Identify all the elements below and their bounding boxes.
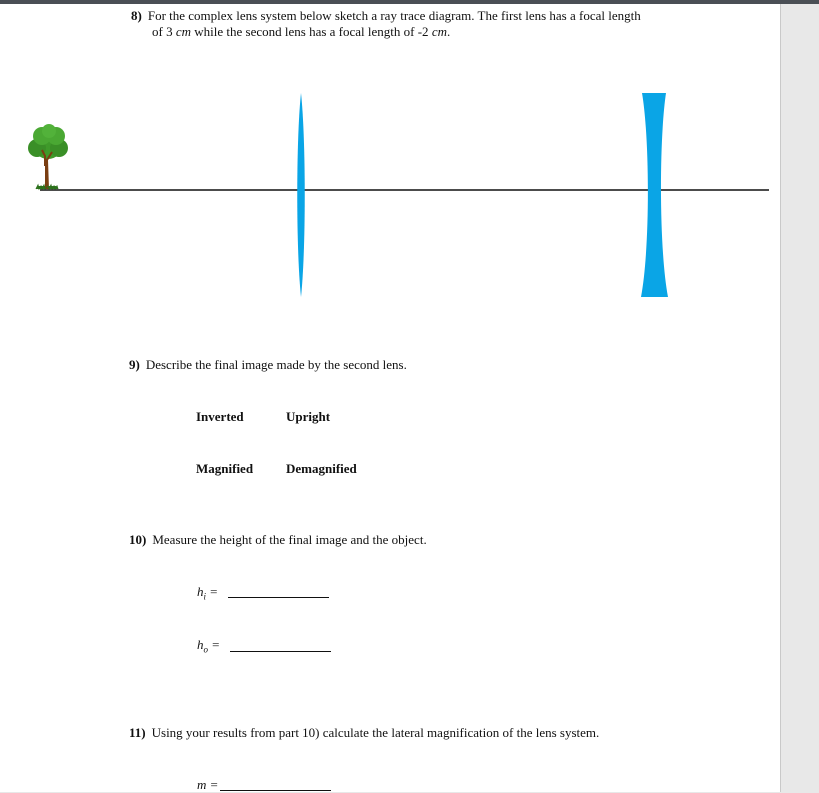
magnification-answer-blank[interactable]	[220, 790, 331, 791]
converging-lens	[297, 93, 305, 297]
question-11-text: Using your results from part 10) calculate the lateral magnification of the lens system.	[151, 725, 600, 740]
option-inverted[interactable]: Inverted	[196, 409, 244, 424]
tree-object-icon	[28, 124, 68, 189]
magnification-label: m =	[197, 777, 219, 792]
question-11-number: 11)	[129, 725, 146, 740]
option-upright[interactable]: Upright	[286, 409, 331, 424]
question-8-number: 8)	[131, 8, 142, 23]
question-8-text: For the complex lens system below sketch a ray trace diagram. The first lens has a focal length	[147, 8, 641, 23]
question-10-number: 10)	[129, 532, 147, 547]
unit-cm: cm	[431, 24, 447, 39]
option-demagnified[interactable]: Demagnified	[286, 461, 357, 476]
diverging-lens	[641, 93, 668, 297]
question-9	[129, 357, 407, 373]
image-height-answer-blank[interactable]	[228, 597, 329, 598]
option-magnified[interactable]: Magnified	[196, 461, 254, 476]
object-height-label: $h_o$ =	[197, 637, 221, 655]
question-11	[129, 725, 599, 741]
question-10	[129, 532, 427, 548]
image-height-label: $h_i$ =	[197, 584, 219, 602]
object-height-answer-blank[interactable]	[230, 651, 331, 652]
unit-cm: cm	[175, 24, 192, 39]
question-9-text: Describe the final image made by the second lens.	[145, 357, 407, 372]
question-8-line-2: of 3 cm while the second lens has a focal length of -2 cm.	[152, 24, 451, 39]
question-9-number: 9)	[129, 357, 140, 372]
question-10-text: Measure the height of the final image and the object.	[152, 532, 427, 547]
